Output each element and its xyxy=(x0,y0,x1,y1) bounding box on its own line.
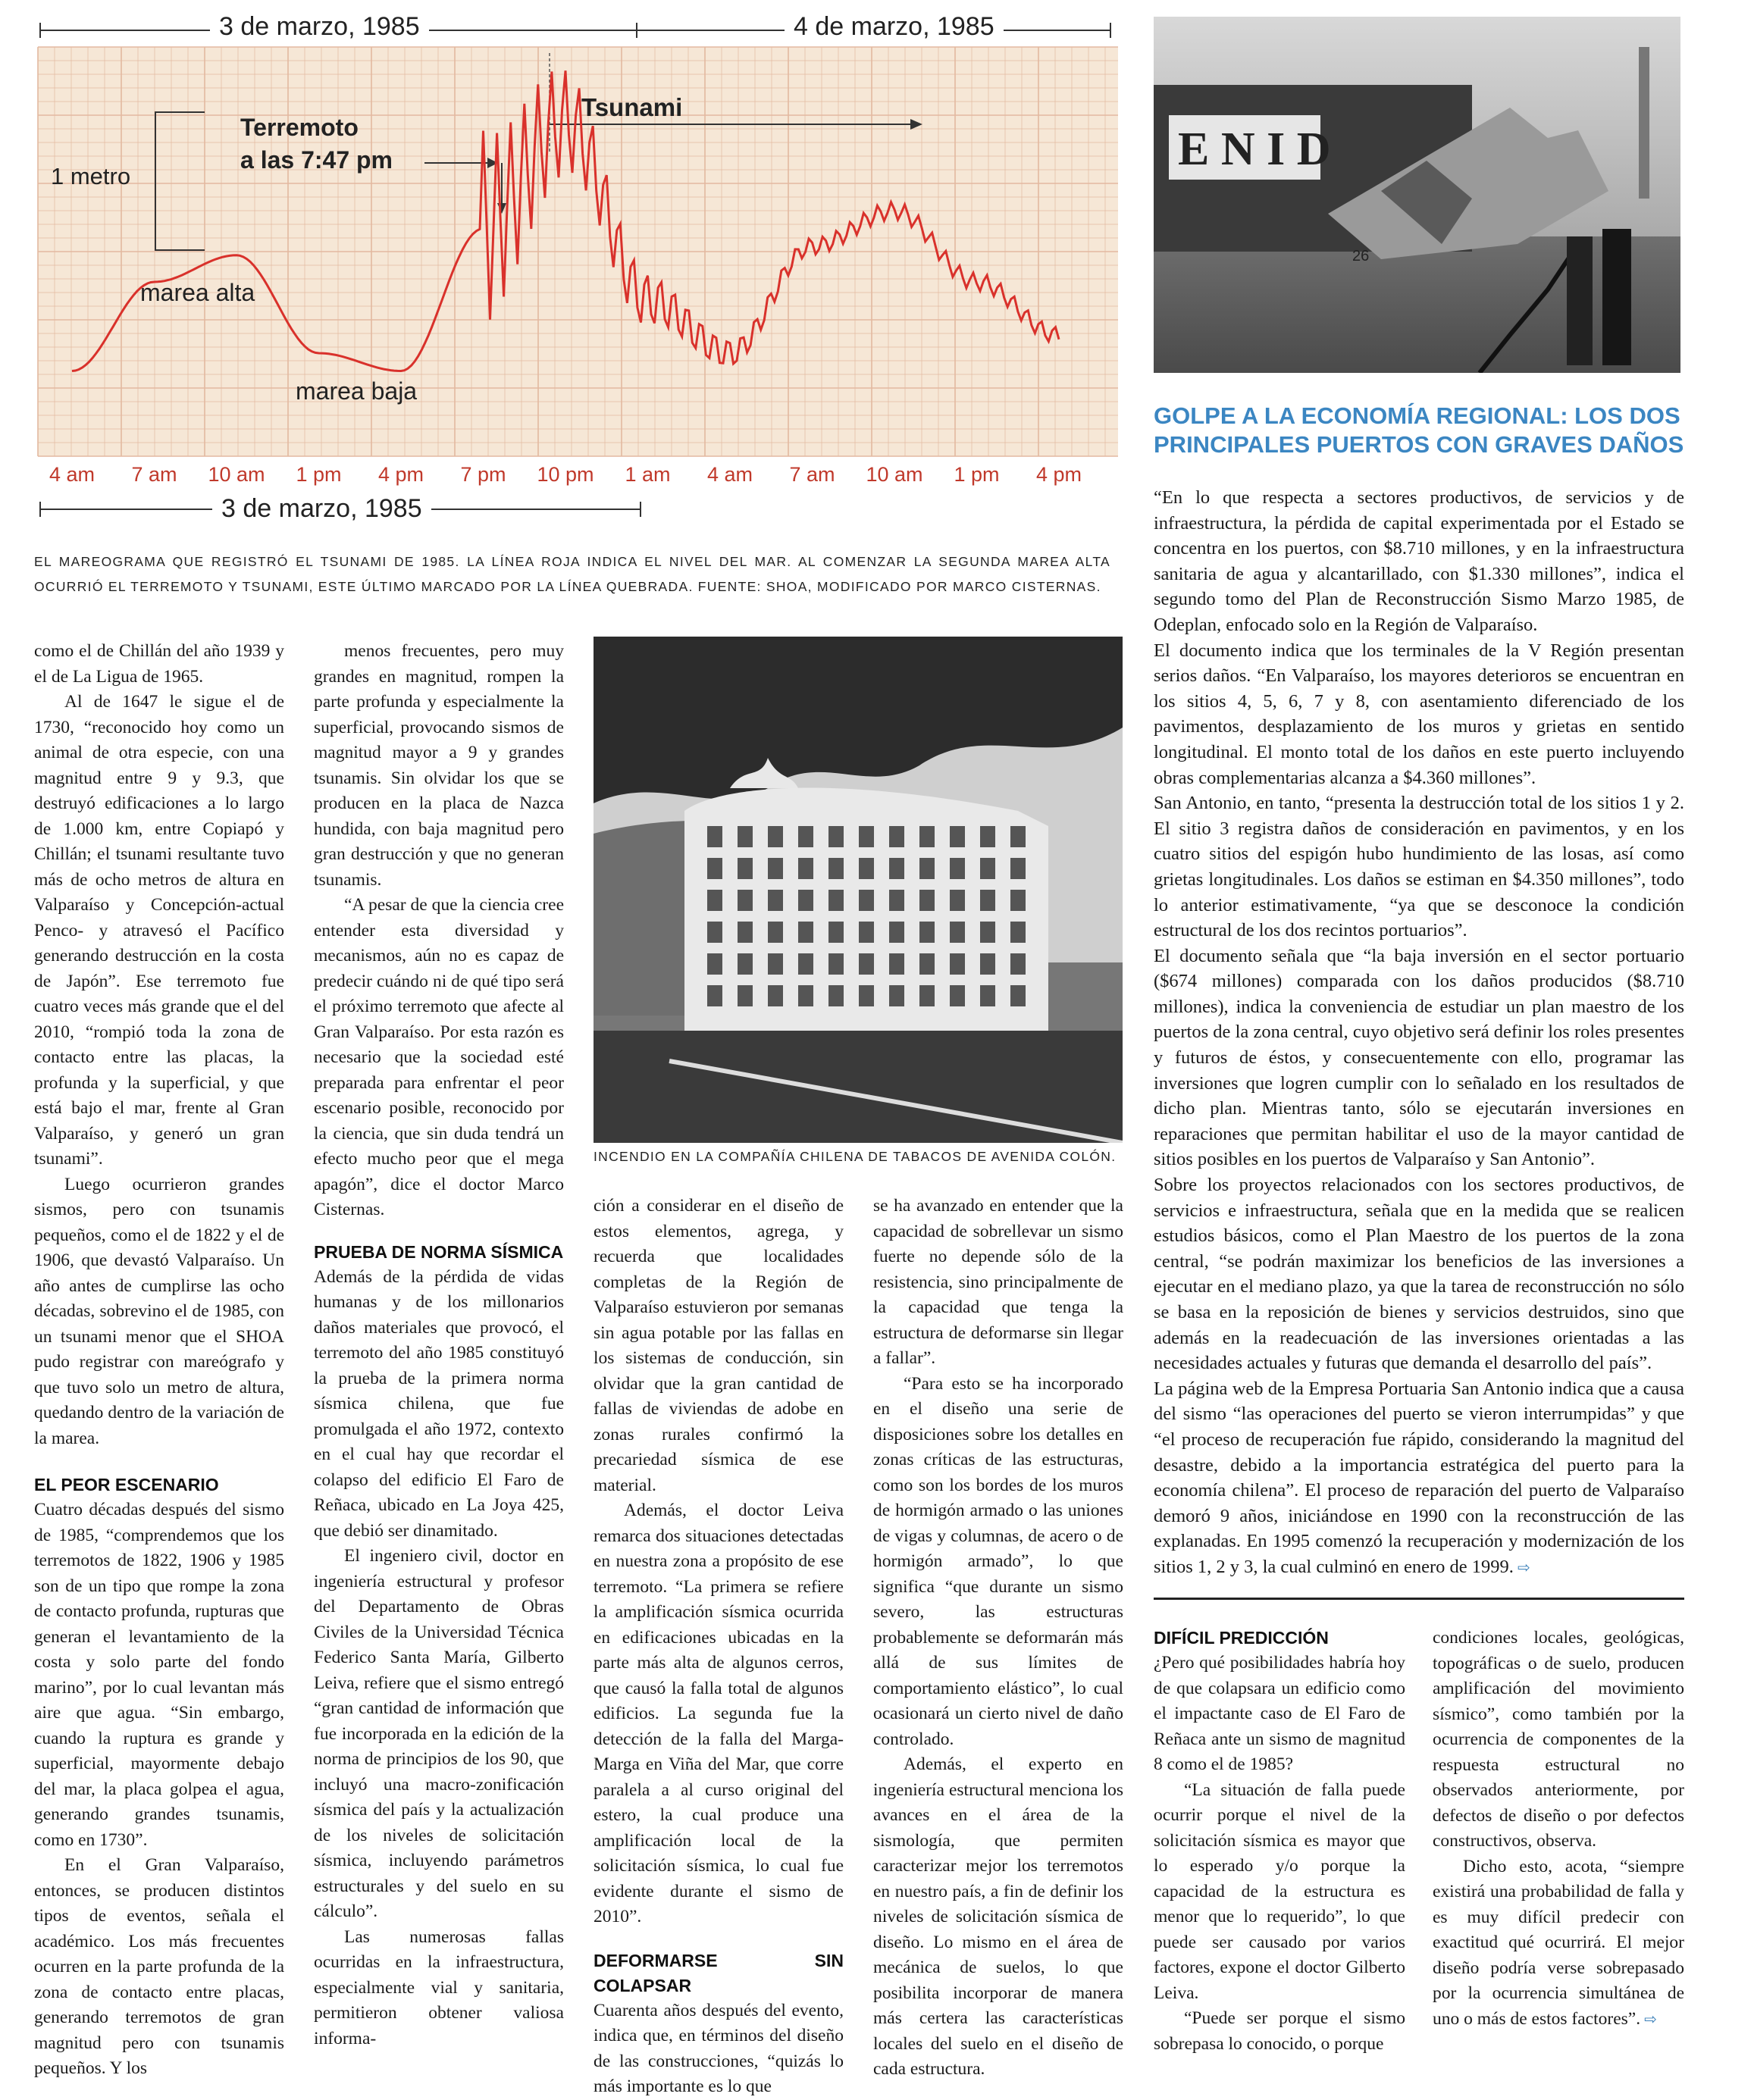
fire-photo-window xyxy=(828,826,844,847)
col2-paragraph-4: El ingeniero civil, doctor en ingeniería estructural y profesor del Departamento de Obras Civiles de la Universidad Técnica Federico Santa María, Gilberto Leiva, refiere que el sismo entregó “gran cantidad de información que fue incorporada en la edición de la norma de principios de los 90, que incluyó una macro-zonificación sísmica del país y la actualización de los niveles de solicitación sísmica, incluyendo parámetros estructurales y del suelo en su cálculo”. xyxy=(314,1544,564,1925)
x-tick-label: 4 pm xyxy=(378,463,424,486)
fire-photo-window xyxy=(889,985,904,1006)
right-paragraph-4: El documento señala que “la baja inversión en el sector portuario ($674 millones) comparada con los daños producidos ($8.710 millones), indica la conveniencia de estudiar un plan maestro de los puertos de la zona central, cuyo objetivo será definir los roles presentes y futuros de éstos, y consecuentemente con ello, programar las inversiones que logren cumplir con lo señalado en los resultados de dicho plan. Mientras tanto, sólo se ejecutarán inversiones en reparaciones que permitan habilitar el uso de la mayor cantidad de sitios posibles en los puertos de Valparaíso y San Antonio”. xyxy=(1154,944,1684,1172)
fire-photo-window xyxy=(738,953,753,975)
article-column-4 xyxy=(873,1194,1123,2083)
quake-label-line2: a las 7:47 pm xyxy=(240,146,393,174)
fire-photo-window xyxy=(707,890,722,911)
fire-photo-window xyxy=(919,953,935,975)
x-tick-label: 10 am xyxy=(208,463,265,486)
right-paragraph-5: Sobre los proyectos relacionados con los sectores productivos, de servicios e infraestructura, señala que en la medida que se realicen estudios básicos, como el Plan Maestro de los puertos de la zona central, “se podrán maximizar los beneficios de las inversiones a ejecutar en el mediano plazo, ya que la tarea de reconstrucción no sólo se basa en la reposición de bienes y servicios destruidos, sino que además en la readecuación de las inversiones orientadas a las necesidades actuales y futuras que demanda el desarrollo del país”. xyxy=(1154,1172,1684,1376)
fire-photo-window xyxy=(859,890,874,911)
col1-paragraph-3: Luego ocurrieron grandes sismos, pero con tsunamis pequeños, como el de 1822 y el de 1906, que devastó Valparaíso. Un año antes de cumplirse las ocho décadas, sobrevino el de 1985, con un tsunami menor que el SHOA pudo registrar con mareógrafo y que tuvo solo un metro de altura, quedando dentro de la variación de la marea. xyxy=(34,1172,284,1452)
subhead-deformarse-sin-colapsar: DEFORMARSE SIN COLAPSAR xyxy=(594,1948,844,1998)
fire-photo-window xyxy=(919,922,935,943)
x-tick-label: 4 am xyxy=(707,463,753,486)
col3-paragraph-3: Cuarenta años después del evento, indica que, en términos del diseño de las construcciones, “quizás lo más importante es lo que xyxy=(594,1998,844,2100)
x-tick-label: 7 am xyxy=(789,463,835,486)
article-column-6 xyxy=(1433,1626,1684,2033)
fire-photo-window xyxy=(828,858,844,879)
right-headline: GOLPE A LA ECONOMÍA REGIONAL: LOS DOS PRINCIPALES PUERTOS CON GRAVES DAÑOS xyxy=(1154,402,1684,459)
col4-paragraph-1: se ha avanzado en entender que la capacidad de sobrellevar un sismo fuerte no depende sólo de la resistencia, sino principalmente de la capacidad que tenga la estructura de deformarse sin llegar a fallar”. xyxy=(873,1194,1123,1372)
col5-paragraph-1: ¿Pero qué posibilidades habría hoy de que colapsara un edificio como el impactante caso de El Faro de Reñaca ante un sismo de magnitud 8 como el de 1985? xyxy=(1154,1651,1405,1778)
fire-photo-window xyxy=(889,922,904,943)
port-damage-photo-svg xyxy=(1154,17,1680,373)
photo-distant-crane xyxy=(1639,47,1649,199)
tsunami-label: Tsunami xyxy=(581,93,682,122)
fire-photo-window xyxy=(859,858,874,879)
article-column-1 xyxy=(34,639,284,2082)
fire-photo-window xyxy=(980,985,995,1006)
fire-photo-window xyxy=(768,922,783,943)
x-tick-label: 1 pm xyxy=(954,463,999,486)
fire-photo-window xyxy=(798,985,813,1006)
subhead-dificil-prediccion: DIFÍCIL PREDICCIÓN xyxy=(1154,1626,1405,1651)
fire-photo-window xyxy=(950,985,965,1006)
tide-chart xyxy=(34,0,1126,530)
fire-photo-window xyxy=(919,890,935,911)
col5-paragraph-2: “La situación de falla puede ocurrir porque el nivel de la solicitación sísmica es mayor que lo esperado y/o porque la capacidad de la estructura es menor que lo requerido”, lo que puede ser causado por varios factores, expone el doctor Gilberto Leiva. xyxy=(1154,1778,1405,2007)
fire-photo-window xyxy=(980,890,995,911)
fire-photo-window xyxy=(798,922,813,943)
col2-paragraph-2: “A pesar de que la ciencia cree entender esta diversidad y mecanismos, aún no es capaz de predecir cuándo ni de qué tipo será el próximo terremoto que afecte al Gran Valparaíso. Por esta razón es necesario que la sociedad esté preparada para enfrentar el peor escenario posible, reconocido por la ciencia, que sin duda tendrá un efecto mucho peor que el mega apagón”, dice el doctor Marco Cisternas. xyxy=(314,893,564,1223)
col1-paragraph-1: como el de Chillán del año 1939 y el de La Ligua de 1965. xyxy=(34,639,284,690)
fire-photo-window xyxy=(738,890,753,911)
fire-photo-window xyxy=(738,858,753,879)
fire-photo-window xyxy=(889,858,904,879)
fire-photo-window xyxy=(798,826,813,847)
fire-photo-window xyxy=(707,826,722,847)
right-paragraph-1: “En lo que respecta a sectores productivos, de servicios y de infraestructura, la pérdida de capital experimentada por el Estado se concentra en los puertos, con $8.710 millones, y en la infraestructura sanitaria de agua y alcantarillado, con $1.330 millones”, indica el segundo tomo del Plan de Reconstrucción Sismo Marzo 1985, de Odeplan, enfocado solo en la Región de Valparaíso. xyxy=(1154,485,1684,638)
fire-photo-window xyxy=(828,922,844,943)
fire-photo-window xyxy=(859,922,874,943)
fire-photo-window xyxy=(738,922,753,943)
fire-photo-window xyxy=(1010,922,1026,943)
right-paragraph-2: El documento indica que los terminales de la V Región presentan serios daños. “En Valparaíso, los mayores deterioros se encuentran en los sitios 4, 5, 6, 7 y 8, con asentamiento diferenciado de los pavimentos, desplazamiento de los muros y grietas en sentido longitudinal. El monto total de los daños en este puerto incluyendo obras complementarias alcanza a $4.360 millones”. xyxy=(1154,638,1684,791)
fire-photo-window xyxy=(707,858,722,879)
subhead-el-peor-escenario: EL PEOR ESCENARIO xyxy=(34,1473,284,1498)
col1-paragraph-5: En el Gran Valparaíso, entonces, se producen distintos tipos de eventos, señala el académico. Los más frecuentes ocurren en la parte profunda de la zona de contacto entre placas, generando terremotos de gran magnitud pero con tsunamis pequeños. Y los xyxy=(34,1853,284,2082)
photo-person-right xyxy=(1602,229,1631,365)
fire-photo-window xyxy=(980,953,995,975)
high-tide-label: marea alta xyxy=(140,279,255,307)
col5-paragraph-3: “Puede ser porque el sismo sobrepasa lo conocido, o porque xyxy=(1154,2006,1405,2057)
fire-photo-window xyxy=(1010,985,1026,1006)
x-tick-label: 4 am xyxy=(49,463,95,486)
fire-photo-window xyxy=(919,985,935,1006)
fire-photo-caption: INCENDIO EN LA COMPAÑÍA CHILENA DE TABACOS DE AVENIDA COLÓN. xyxy=(594,1144,1124,1169)
col4-paragraph-3: Además, el experto en ingeniería estructural menciona los avances en el área de la sismología, que permiten caracterizar mejor los terremotos en nuestro país, a fin de definir los niveles de solicitación sísmica de diseño. Lo mismo en el área de mecánica de suelos, lo que posibilita incorporar de manera más certera las características locales del suelo en el diseño de cada estructura. xyxy=(873,1752,1123,2083)
col2-paragraph-3: Además de la pérdida de vidas humanas y de los millonarios daños materiales que provocó, el terremoto del año 1985 constituyó la prueba de la primera norma sísmica chilena, que fue promulgada el año 1972, contexto en el cual hay que recordar el colapso del edificio El Faro de Reñaca, ubicado en La Joya 425, que debió ser dinamitado. xyxy=(314,1265,564,1544)
date-top-right: 4 de marzo, 1985 xyxy=(785,12,1004,42)
fire-photo-window xyxy=(889,826,904,847)
fire-photo-window xyxy=(828,953,844,975)
col4-paragraph-2: “Para esto se ha incorporado en el diseño una serie de disposiciones sobre los detalles en zonas críticas de las estructuras, como son los bordes de los muros de hormigón armado o las uniones de vigas y columnas, de acero o de hormigón armado”, lo que significa “que durante un sismo severo, las estructuras probablemente se deformarán más allá de sus límites de comportamiento elástico”, lo cual ocasionará un cierto nivel de daño controlado. xyxy=(873,1372,1123,1753)
article-column-5 xyxy=(1154,1626,1405,2057)
fire-photo-window xyxy=(980,826,995,847)
fire-photo-window xyxy=(707,985,722,1006)
date-bottom: 3 de marzo, 1985 xyxy=(212,494,431,524)
fire-photo-window xyxy=(919,826,935,847)
fire-photo-window xyxy=(768,890,783,911)
photo-person-left xyxy=(1567,236,1593,365)
fire-photo-window xyxy=(950,858,965,879)
fire-photo-window xyxy=(980,922,995,943)
subhead-prueba-norma-sismica: PRUEBA DE NORMA SÍSMICA xyxy=(314,1240,564,1265)
fire-photo-window xyxy=(798,890,813,911)
col3-paragraph-2: Además, el doctor Leiva remarca dos situaciones detectadas en nuestra zona a propósito de ese terremoto. “La primera se refiere la amplificación sísmica ocurrida en edificaciones ubicadas en la parte más alta de algunos cerros, que causó la falla total de algunos edificios. La segunda fue la detección de la falla del Marga-Marga en Viña del Mar, que corre paralela a al curso original del estero, la cual produce una amplificación local de la solicitación sísmica, lo cual fue evidente durante el sismo de 2010”. xyxy=(594,1498,844,1930)
photo-crane-number: 26 xyxy=(1352,248,1369,264)
chart-xaxis xyxy=(49,463,1082,486)
right-paragraph-6: La página web de la Empresa Portuaria San Antonio indica que a causa del sismo “las operaciones del puerto se vieron interrumpidas” y que “el proceso de recuperación fue rápido, considerando la magnitud del desastre, debido a la importancia estratégica del puerto para la economía chilena”. El proceso de reparación del puerto de Valparaíso demoró 9 años, iniciándose en 1990 con la reconstrucción de las explanadas. En 1995 comenzó la recuperación y modernización de los sitios 1, 2 y 3, la cual culminó en enero de 1999. ⇨ xyxy=(1154,1376,1684,1582)
fire-photo-street xyxy=(594,1031,1123,1143)
fire-photo-window xyxy=(1010,890,1026,911)
x-tick-label: 10 am xyxy=(866,463,922,486)
x-tick-label: 10 pm xyxy=(537,463,594,486)
date-top-left: 3 de marzo, 1985 xyxy=(210,12,429,42)
fire-photo-window xyxy=(889,953,904,975)
right-article-body xyxy=(1154,485,1684,1582)
fire-photo-window xyxy=(828,890,844,911)
fire-photo-window xyxy=(1010,953,1026,975)
fire-photo-window xyxy=(738,985,753,1006)
col6-paragraph-1: condiciones locales, geológicas, topográficas o de suelo, producen amplificación del movimiento sísmico”, como también por la ocurrencia de componentes de la respuesta estructural no observados anteriormente, por defectos de diseño o por defectos constructivos, observa. xyxy=(1433,1626,1684,1854)
x-tick-label: 7 pm xyxy=(460,463,506,486)
fire-photo-window xyxy=(798,858,813,879)
fire-photo-window xyxy=(768,985,783,1006)
col3-paragraph-1: ción a considerar en el diseño de estos elementos, agrega, y recuerda que localidades completas de la Región de Valparaíso estuvieron por semanas sin agua potable por las fallas en los sistemas de conducción, sin olvidar que la gran cantidad de fallas de viviendas de adobe en zonas rurales confirmó la precariedad sísmica de ese material. xyxy=(594,1194,844,1498)
fire-photo-window xyxy=(798,953,813,975)
scale-label: 1 metro xyxy=(51,163,130,190)
col2-paragraph-5: Las numerosas fallas ocurridas en la infraestructura, especialmente vial y sanitaria, permitieron obtener valiosa informa- xyxy=(314,1925,564,2052)
fire-photo-window xyxy=(768,953,783,975)
fire-photo-window xyxy=(919,858,935,879)
right-paragraph-3: San Antonio, en tanto, “presenta la destrucción total de los sitios 1 y 2. El sitio 3 registra daños de consideración en pavimentos, y en los cuatro sitios del espigón hubo hundimiento de las losas, así como grietas longitudinales. Los daños se estiman en $4.350 millones”, todo lo anterior estimativamente, “ya que se desconoce la condición estructural de los dos recintos portuarios”. xyxy=(1154,790,1684,944)
fire-photo-window xyxy=(1010,858,1026,879)
fire-photo-window xyxy=(828,985,844,1006)
fire-photo-window xyxy=(950,922,965,943)
col6-paragraph-2: Dicho esto, acota, “siempre existirá una probabilidad de falla y es muy difícil predecir con exactitud qué ocurrirá. El mejor diseño podría verse sobrepasado por la ocurrencia simultánea de uno o más de estos factores”. ⇨ xyxy=(1433,1854,1684,2033)
article-column-3 xyxy=(594,1194,844,2100)
photo-ground xyxy=(1154,236,1680,373)
section-divider xyxy=(1154,1598,1684,1600)
fire-photo-window xyxy=(950,890,965,911)
port-damage-photo xyxy=(1154,17,1680,373)
photo-sign-text: E N I D xyxy=(1178,124,1331,175)
fire-photo-window xyxy=(980,858,995,879)
fire-photo-window xyxy=(768,826,783,847)
fire-photo-window xyxy=(707,953,722,975)
article-column-2 xyxy=(314,639,564,2051)
fire-photo-window xyxy=(768,858,783,879)
low-tide-label: marea baja xyxy=(296,377,417,405)
x-tick-label: 7 am xyxy=(131,463,177,486)
x-tick-label: 1 pm xyxy=(296,463,341,486)
fire-photo-svg xyxy=(594,637,1123,1143)
fire-photo-window xyxy=(1010,826,1026,847)
fire-photo-window xyxy=(707,922,722,943)
fire-photo-window xyxy=(950,826,965,847)
col1-paragraph-4: Cuatro décadas después del sismo de 1985, “comprendemos que los terremotos de 1822, 1906 y 1985 son de un tipo que rompe la zona de contacto profunda, rupturas que generan el levantamiento de la costa y solo parte del fondo marino”, por lo cual levantan más aire que agua. “Sin embargo, cuando la ruptura es grande y superficial, mayormente debajo del mar, la placa golpea el agua, generando grandes tsunamis, como en 1730”. xyxy=(34,1498,284,1853)
quake-label-line1: Terremoto xyxy=(240,114,359,142)
col2-paragraph-1: menos frecuentes, pero muy grandes en magnitud, rompen la parte profunda y especialmente la superficial, provocando sismos de magnitud mayor a 9 y grandes tsunamis. Sin olvidar los que se producen en la placa de Nazca hundida, con baja magnitud pero gran destrucción y que no generan tsunamis. xyxy=(314,639,564,893)
x-tick-label: 4 pm xyxy=(1036,463,1082,486)
fire-photo-window xyxy=(950,953,965,975)
fire-photo-window xyxy=(889,890,904,911)
fire-photo-window xyxy=(859,826,874,847)
chart-caption: EL MAREOGRAMA QUE REGISTRÓ EL TSUNAMI DE 1985. LA LÍNEA ROJA INDICA EL NIVEL DEL MAR. AL COMENZAR LA SEGUNDA MAREA ALTA OCURRIÓ EL TERREMOTO Y TSUNAMI, ESTE ÚLTIMO MARCADO POR LA LÍNEA QUEBRADA. FUENTE: SHOA, MODIFICADO POR MARCO CISTERNAS. xyxy=(34,549,1110,599)
col1-paragraph-2: Al de 1647 le sigue el de 1730, “reconocido hoy como un animal de otra especie, con una magnitud entre 9 y 9.3, que destruyó edificaciones a lo largo de 1.000 km, entre Copiapó y Chillán; el tsunami resultante tuvo más de ocho metros de altura en Valparaíso y Concepción-actual Penco- y atravesó el Pacífico generando destrucción en la costa de Japón”. Ese terremoto fue cuatro veces más grande que el del 2010, “rompió toda la zona de contacto entre las placas, la profunda y la superficial, y que está bajo el mar, frente al Gran Valparaíso, y generó un gran tsunami”. xyxy=(34,690,284,1172)
fire-photo xyxy=(594,637,1123,1143)
tide-chart-svg xyxy=(34,0,1126,530)
x-tick-label: 1 am xyxy=(625,463,670,486)
fire-photo-window xyxy=(859,985,874,1006)
fire-photo-window xyxy=(859,953,874,975)
fire-photo-window xyxy=(738,826,753,847)
